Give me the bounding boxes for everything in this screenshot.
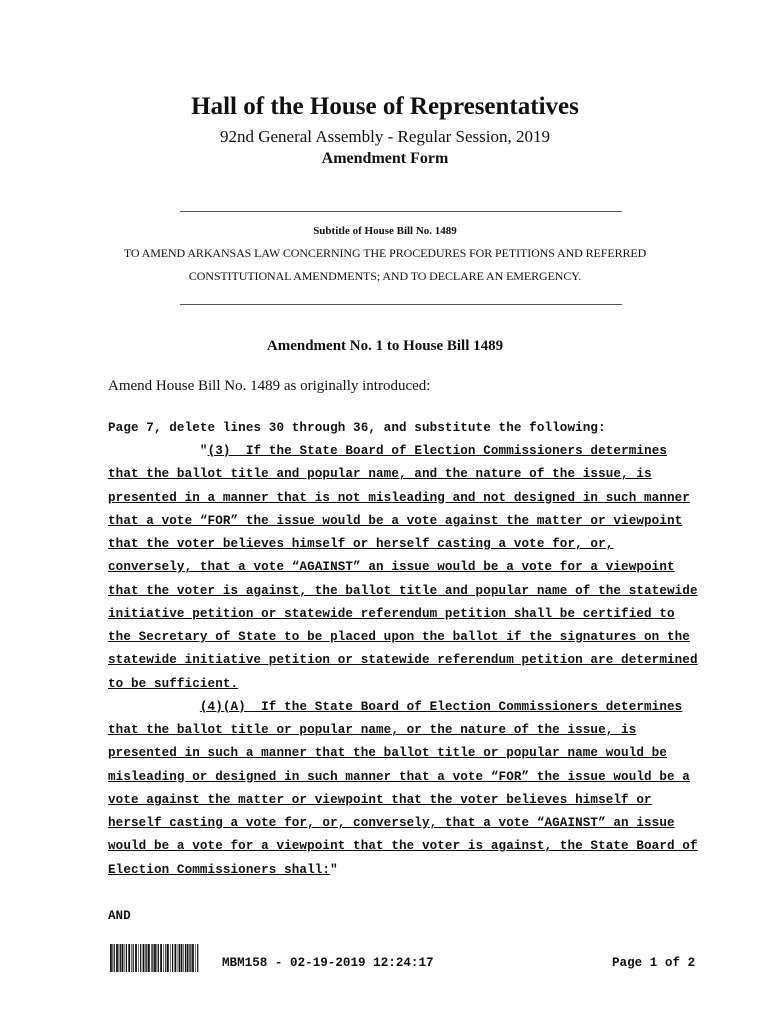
amendment-line (108, 770, 690, 784)
page-number: Page 1 of 2 (612, 956, 696, 970)
page-instruction: Page 7, delete lines 30 through 36, and substitute the following: (108, 421, 606, 435)
barcode-bar (175, 944, 177, 972)
inserted-text: that the voter is against, the ballot title and popular name of the statewide (108, 583, 698, 598)
inserted-text: initiative petition or statewide referendum petition shall be certified to (108, 606, 675, 621)
form-label: Amendment Form (321, 150, 449, 167)
barcode-bar (146, 944, 147, 972)
inserted-text: herself casting a vote for, or, conversely, that a vote “AGAINST” an issue (108, 816, 675, 830)
divider-top (180, 211, 622, 212)
barcode-bar (167, 944, 169, 972)
amendment-line (108, 700, 682, 714)
amendment-line (108, 863, 338, 877)
barcode-bar (178, 944, 179, 972)
barcode-bar (112, 944, 113, 972)
inserted-text: (4)(A) If the State Board of Election Commissioners determines (199, 699, 683, 714)
amendment-line (108, 584, 698, 598)
inserted-text: conversely, that a vote “AGAINST” an issue would be a vote for a viewpoint (108, 560, 675, 575)
amendment-line (108, 677, 238, 691)
barcode-bar (190, 944, 191, 972)
barcode-bar (157, 944, 158, 972)
barcode-bar (122, 944, 124, 972)
inserted-text: the Secretary of State to be placed upon the ballot if the signatures on the (108, 630, 690, 644)
amendment-line (108, 630, 690, 644)
barcode-bar (158, 944, 159, 972)
barcode-bar (120, 944, 121, 972)
barcode-bar (195, 944, 196, 972)
line-suffix: " (330, 862, 338, 877)
barcode-image (110, 944, 200, 972)
barcode-bar (140, 944, 141, 972)
barcode-bar (145, 944, 146, 972)
amendment-line (108, 653, 698, 667)
barcode-bar (131, 944, 132, 972)
barcode-bar (183, 944, 184, 972)
inserted-text: presented in such a manner that the ballot title or popular name would be (108, 746, 667, 761)
inserted-text: misleading or designed in such manner that a vote “FOR” the issue would be a (108, 769, 690, 784)
amendment-number: Amendment No. 1 to House Bill 1489 (266, 338, 504, 354)
divider-bottom (180, 304, 622, 305)
bill-title-line-2: CONSTITUTIONAL AMENDMENTS; AND TO DECLARE AN EMERGENCY. (188, 269, 582, 283)
inserted-text: that the voter believes himself or herself casting a vote for, or, (108, 537, 614, 551)
amendment-line (108, 467, 652, 481)
barcode-bar (172, 944, 173, 972)
session-line: 92nd General Assembly - Regular Session, 2019 (219, 127, 551, 146)
barcode-bar (192, 944, 194, 972)
inserted-text: Election Commissioners shall: (108, 862, 331, 877)
barcode-bar (133, 944, 134, 972)
inserted-text: presented in a manner that is not misleading and not designed in such manner (108, 490, 690, 505)
barcode-bar (181, 944, 183, 972)
bill-title-line-1: TO AMEND ARKANSAS LAW CONCERNING THE PROCEDURES FOR PETITIONS AND REFERRED (123, 246, 647, 260)
barcode-bar (116, 944, 118, 972)
barcode-bar (151, 944, 152, 972)
inserted-text: (3) If the State Board of Election Commissioners determines (207, 444, 668, 458)
barcode-bar (128, 944, 130, 972)
inserted-text: statewide initiative petition or statewide referendum petition are determined (108, 653, 698, 668)
amendment-intro: Amend House Bill No. 1489 as originally introduced: (108, 378, 431, 394)
subtitle-label: Subtitle of House Bill No. 1489 (313, 225, 457, 237)
amendment-line (108, 560, 675, 574)
amendment-line (108, 444, 667, 458)
and-conjunction: AND (108, 909, 131, 923)
barcode-bar (148, 944, 150, 972)
inserted-text: vote against the matter or viewpoint that the voter believes himself or (108, 792, 652, 807)
barcode-bar (170, 944, 171, 972)
barcode-bar (143, 944, 145, 972)
barcode-bar (110, 944, 112, 972)
barcode-bar (138, 944, 139, 972)
inserted-text: that a vote “FOR” the issue would be a vote against the matter or viewpoint (108, 513, 683, 528)
barcode-bar (154, 944, 156, 972)
barcode-bar (135, 944, 137, 972)
amendment-line (108, 723, 636, 737)
barcode-bar (187, 944, 189, 972)
amendment-line (108, 607, 675, 621)
line-prefix: " (108, 444, 208, 458)
barcode-bar (126, 944, 127, 972)
barcode-bar (185, 944, 186, 972)
barcode-bar (165, 944, 166, 972)
page-title: Hall of the House of Representatives (191, 93, 579, 120)
barcode-bar (160, 944, 162, 972)
amendment-line (108, 816, 675, 830)
inserted-text: to be sufficient. (108, 676, 239, 691)
amendment-line (108, 514, 682, 528)
amendment-line (108, 746, 667, 760)
barcode-bar (124, 944, 125, 972)
inserted-text: that the ballot title or popular name, or the nature of the issue, is (108, 723, 637, 737)
barcode-bar (197, 944, 198, 972)
amendment-line (108, 537, 613, 551)
barcode-bar (163, 944, 164, 972)
barcode-bar (152, 944, 153, 972)
line-prefix (108, 700, 200, 714)
barcode-bar (114, 944, 115, 972)
document-id: MBM158 - 02-19-2019 12:24:17 (222, 956, 434, 970)
amendment-line (108, 491, 690, 505)
inserted-text: that the ballot title and popular name, and the nature of the issue, is (108, 467, 652, 482)
inserted-text: would be a vote for a viewpoint that the voter is against, the State Board of (108, 839, 698, 854)
barcode-bar (119, 944, 120, 972)
amendment-line (108, 839, 698, 853)
amendment-line (108, 793, 652, 807)
barcode-bar (189, 944, 190, 972)
barcode-bar (179, 944, 180, 972)
